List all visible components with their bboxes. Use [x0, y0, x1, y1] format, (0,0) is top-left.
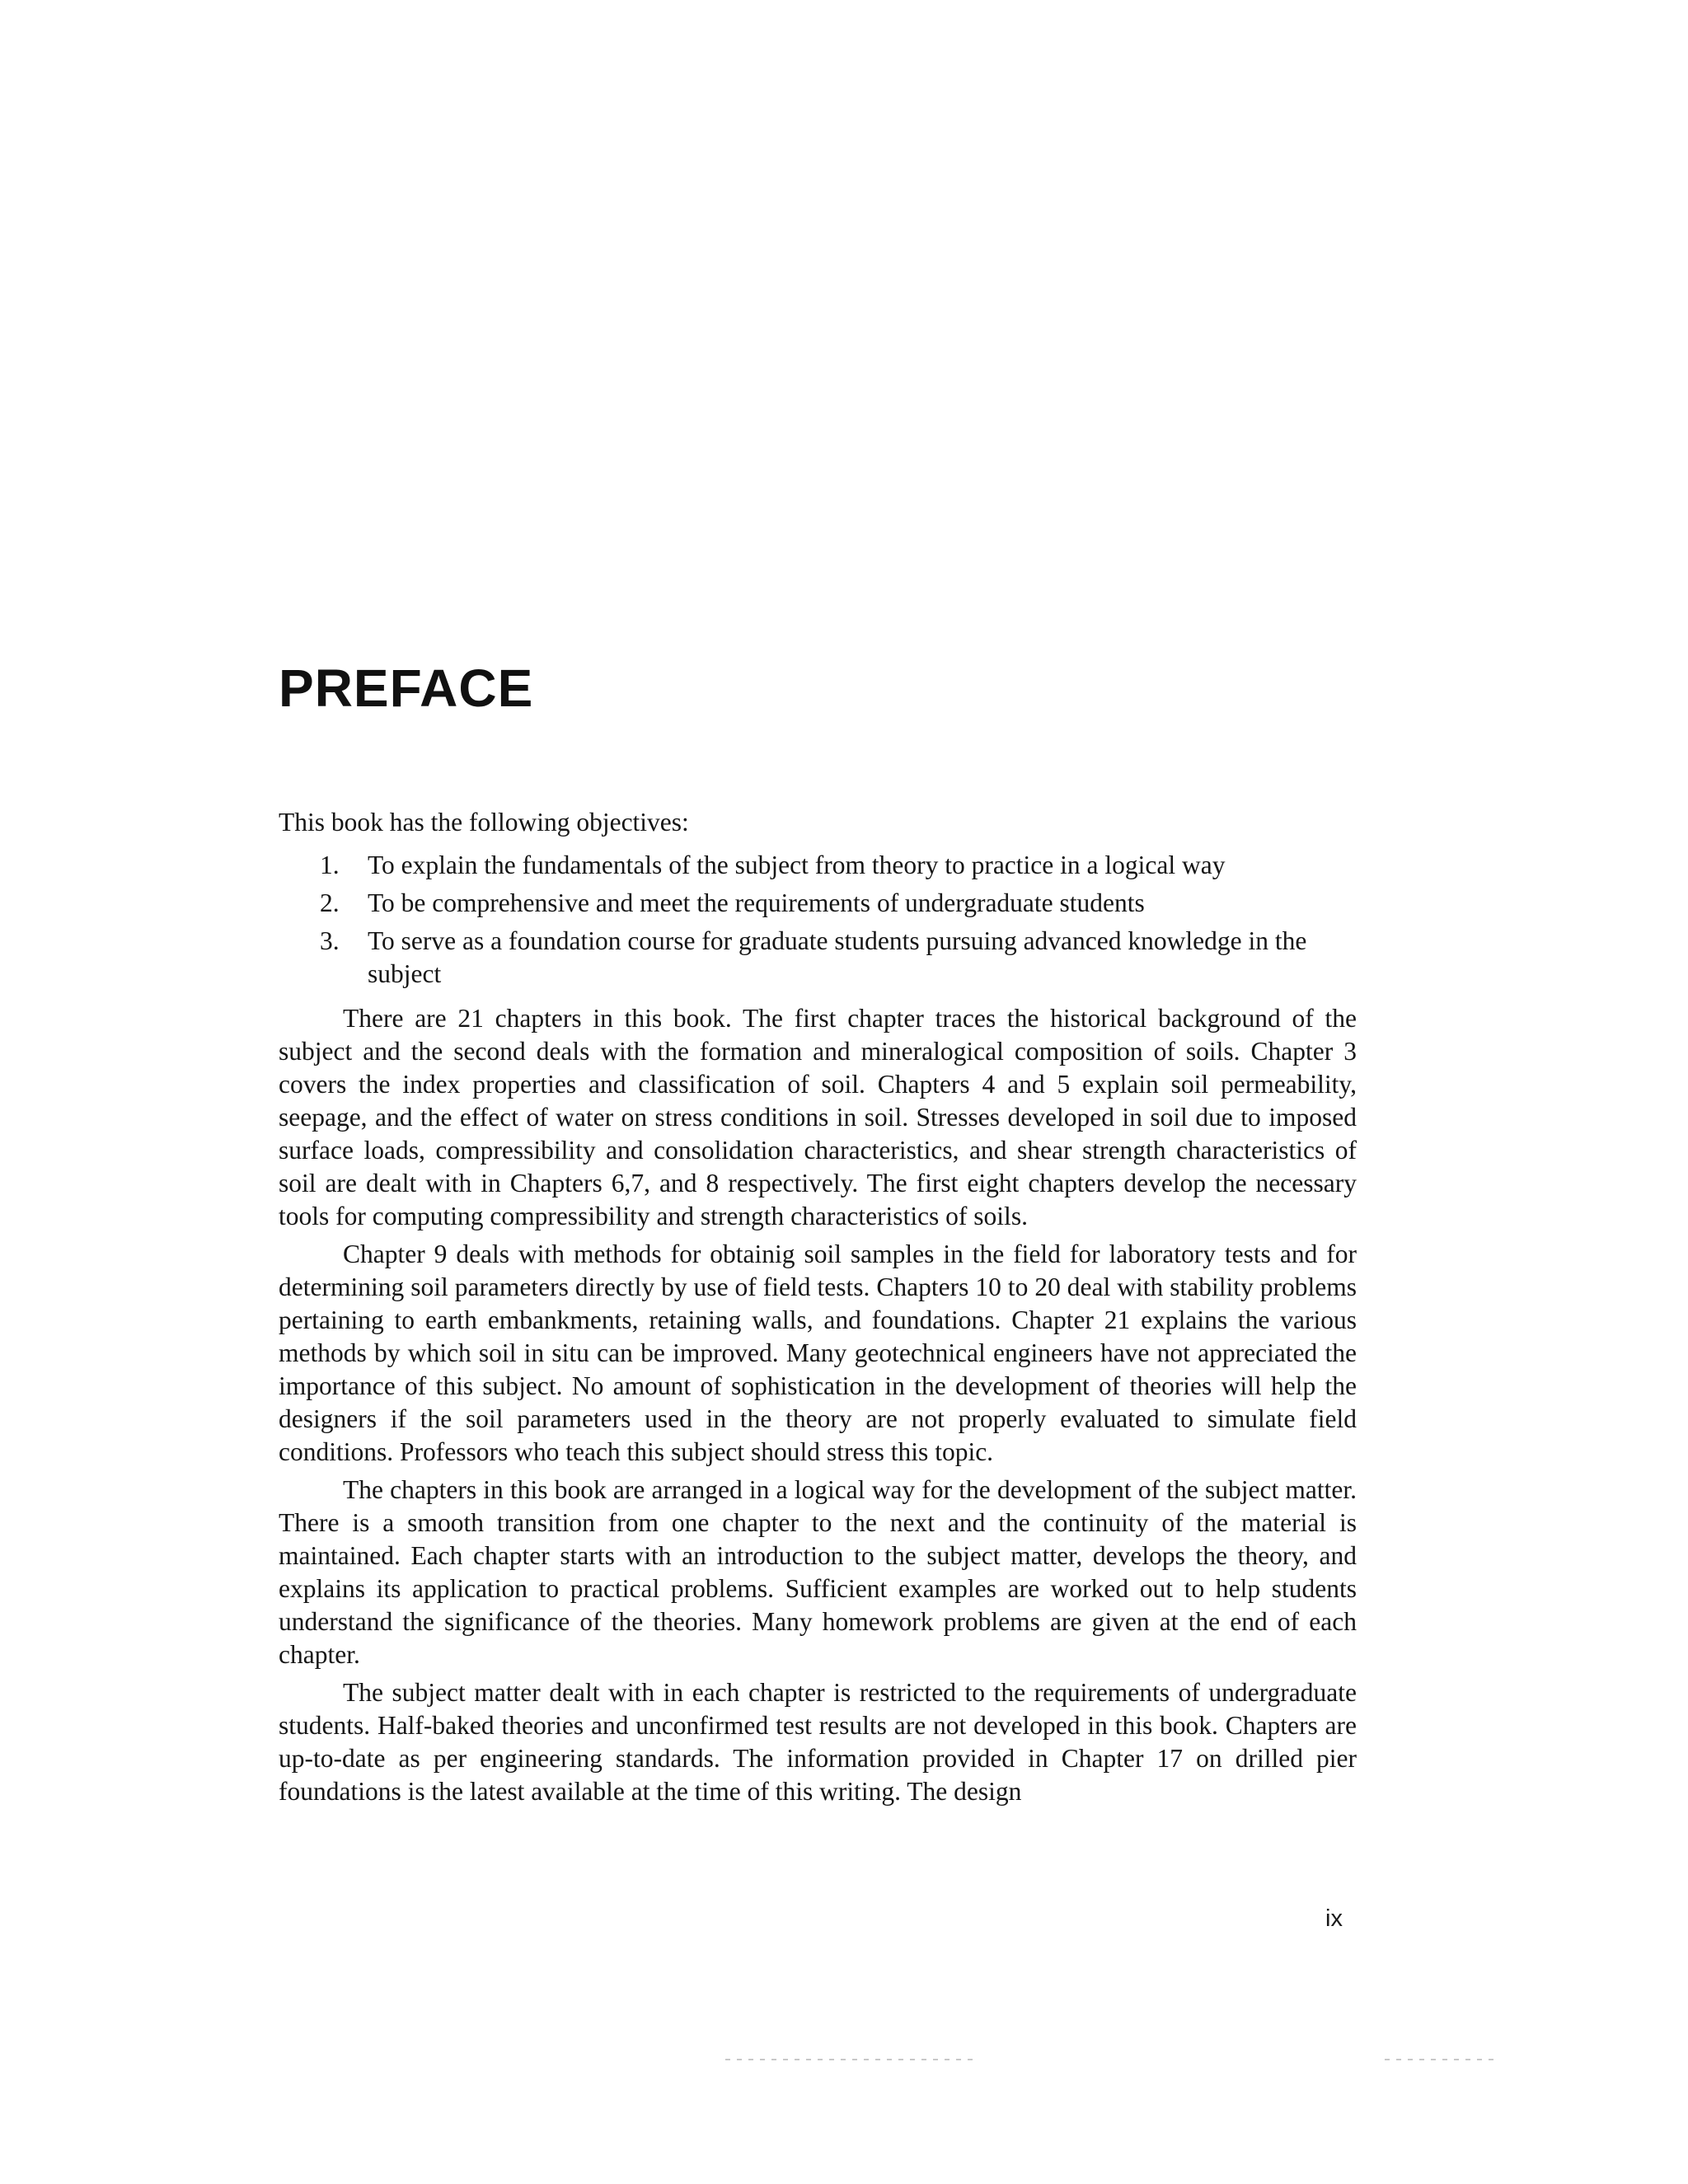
list-item: [279, 925, 1357, 991]
scan-artifact: [725, 2059, 973, 2060]
page-heading: PREFACE: [279, 658, 534, 718]
preface-body: [279, 806, 1357, 1813]
list-item: [279, 887, 1357, 920]
list-item-text: To explain the fundamentals of the subject from theory to practice in a logical way: [368, 851, 1226, 879]
scan-artifact: [1385, 2059, 1500, 2060]
paragraph: The chapters in this book are arranged in a logical way for the development of the subject matter. There is a smooth transition from one chapter to the next and the continuity of the material is maintained. Each chapter starts with an introduction to the subject matter, develops the theory, and explains its application to practical problems. Sufficient examples are worked out to help students understand the significance of the theories. Many homework problems are given at the end of each chapter.: [279, 1475, 1357, 1669]
objectives-list: [279, 849, 1357, 991]
objectives-intro: This book has the following objectives:: [279, 808, 689, 837]
list-item-number: 3.: [320, 926, 340, 955]
paragraph: Chapter 9 deals with methods for obtainig soil samples in the field for laboratory tests and for determining soil parameters directly by use of field tests. Chapters 10 to 20 deal with stability problems pertaining to earth embankments, retaining walls, and foundations. Chapter 21 explains the various methods by which soil in situ can be improved. Many geotechnical engineers have not appreciated the importance of this subject. No amount of sophistication in the development of theories will help the designers if the soil parameters used in the theory are not properly evaluated to simulate field conditions. Professors who teach this subject should stress this topic.: [279, 1240, 1357, 1466]
list-item-number: 2.: [320, 888, 340, 917]
list-item-text: To be comprehensive and meet the requirements of undergraduate students: [368, 888, 1145, 917]
paragraph: The subject matter dealt with in each chapter is restricted to the requirements of undergraduate students. Half-baked theories and unconfirmed test results are not developed in this book. Chapters are up-to-date as per engineering standards. The information provided in Chapter 17 on drilled pier foundations is the latest available at the time of this writing. The design: [279, 1678, 1357, 1806]
page-number: ix: [1325, 1905, 1343, 1932]
list-item-text: To serve as a foundation course for graduate students pursuing advanced knowledge in the subject: [368, 926, 1307, 988]
list-item: [279, 849, 1357, 882]
list-item-number: 1.: [320, 851, 340, 879]
paragraph: There are 21 chapters in this book. The first chapter traces the historical background of the subject and the second deals with the formation and mineralogical composition of soils. Chapter 3 covers the index properties and classification of soil. Chapters 4 and 5 explain soil permeability, seepage, and the effect of water on stress conditions in soil. Stresses developed in soil due to imposed surface loads, compressibility and consolidation characteristics, and shear strength characteristics of soil are dealt with in Chapters 6,7, and 8 respectively. The first eight chapters develop the necessary tools for computing compressibility and strength characteristics of soils.: [279, 1004, 1357, 1230]
